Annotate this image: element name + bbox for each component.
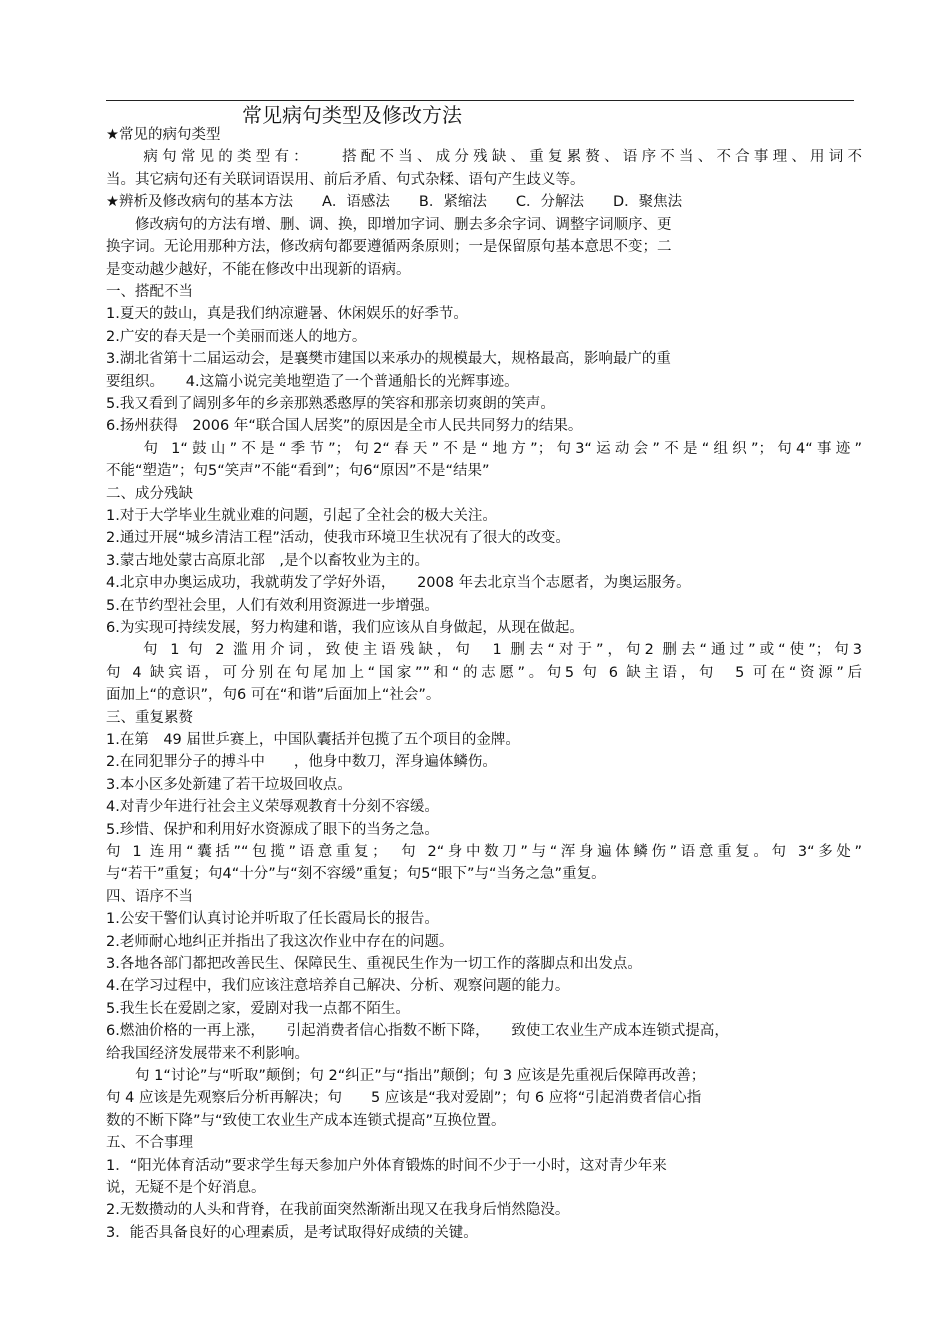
explanation-line: 不能“塑造”；句5“笑声”不能“看到”；句6“原因”不是“结果” [106,463,490,479]
example-sentence: 4.在学习过程中，我们应该注意培养自己解决、分析、观察问题的能力。 [106,978,570,994]
example-sentence: 4.对青少年进行社会主义荣辱观教育十分刻不容缓。 [106,799,439,815]
example-sentence: 3．能否具备良好的心理素质，是考试取得好成绩的关键。 [106,1225,478,1241]
example-sentence: 3.本小区多处新建了若干垃圾回收点。 [106,777,352,793]
header-rule [106,100,854,101]
explanation-line: 数的不断下降”与“致使工农业生产成本连锁式提高”互换位置。 [106,1113,506,1129]
example-sentence: 1.夏天的鼓山，真是我们纳凉避暑、休闲娱乐的好季节。 [106,306,468,322]
example-sentence: 2.在同犯罪分子的搏斗中 ，他身中数刀，浑身遍体鳞伤。 [106,754,497,770]
example-sentence: 2.无数攒动的人头和背脊，在我前面突然渐渐出现又在我身后悄然隐没。 [106,1202,570,1218]
example-sentence: 要组织。 4.这篇小说完美地塑造了一个普通船长的光辉事迹。 [106,374,519,390]
explanation-line: 句 1“鼓山”不是“季节”；句2“春天”不是“地方”；句3“运动会”不是“组织”；句4“事迹” [106,441,862,457]
example-sentence: 6.燃油价格的一再上涨， 引起消费者信心指数不断下降， 致使工农业生产成本连锁式提高， [106,1023,729,1039]
paragraph-line: 是变动越少越好，不能在修改中出现新的语病。 [106,262,411,278]
section-heading: 五、不合事理 [106,1135,193,1151]
example-sentence: 1.对于大学毕业生就业难的问题，引起了全社会的极大关注。 [106,508,497,524]
section-heading: 一、搭配不当 [106,284,193,300]
example-sentence: 5.在节约型社会里，人们有效利用资源进一步增强。 [106,598,439,614]
explanation-line: 句 1“讨论”与“听取”颠倒；句 2“纠正”与“指出”颠倒；句 3 应该是先重视后保障再改善； [106,1068,706,1084]
explanation-line: 句 1 连用“囊括”“包揽”语意重复； 句 2“身中数刀”与“浑身遍体鳞伤”语意重复。句 3“多处” [106,844,862,860]
example-sentence: 说，无疑不是个好消息。 [106,1180,266,1196]
example-sentence: 3.各地各部门都把改善民生、保障民生、重视民生作为一切工作的落脚点和出发点。 [106,956,642,972]
section-heading: ★辨析及修改病句的基本方法 A．语感法 B．紧缩法 C．分解法 D．聚焦法 [106,194,683,210]
paragraph-line: 当。其它病句还有关联词语误用、前后矛盾、句式杂糅、语句产生歧义等。 [106,172,585,188]
example-sentence: 3.湖北省第十二届运动会，是襄樊市建国以来承办的规模最大，规格最高，影响最广的重 [106,351,671,367]
explanation-line: 句 1 句 2 滥用介词，致使主语残缺，句 1 删去“对于”，句2 删去“通过”或“使”；句3 [106,642,862,658]
example-sentence: 1.公安干警们认真讨论并听取了任长霞局长的报告。 [106,911,439,927]
section-heading: 三、重复累赘 [106,710,193,726]
section-heading: 二、成分残缺 [106,486,193,502]
example-sentence: 1．“阳光体育活动”要求学生每天参加户外体育锻炼的时间不少于一小时，这对青少年来 [106,1158,667,1174]
paragraph-line: 换字词。无论用那种方法，修改病句都要遵循两条原则；一是保留原句基本意思不变；二 [106,239,672,255]
example-sentence: 3.蒙古地处蒙古高原北部 ,是个以畜牧业为主的。 [106,553,429,569]
paragraph-line: 修改病句的方法有增、删、调、换，即增加字词、删去多余字词、调整字词顺序、更 [106,217,672,233]
explanation-line: 面加上“的意识”，句6 可在“和谐”后面加上“社会”。 [106,687,441,703]
example-sentence: 2.通过开展“城乡清洁工程”活动，使我市环境卫生状况有了很大的改变。 [106,530,570,546]
example-sentence: 2.老师耐心地纠正并指出了我这次作业中存在的问题。 [106,934,454,950]
explanation-line: 句 4 应该是先观察后分析再解决；句 5 应该是“我对爱剧”；句 6 应将“引起消费者信心指 [106,1090,702,1106]
example-sentence: 5.珍惜、保护和利用好水资源成了眼下的当务之急。 [106,822,439,838]
example-sentence: 2.广安的春天是一个美丽而迷人的地方。 [106,329,367,345]
example-sentence: 给我国经济发展带来不利影响。 [106,1046,309,1062]
explanation-line: 句 4 缺宾语，可分别在句尾加上“国家””和“的志愿”。句5 句 6 缺主语，句 5 可在“资源”后 [106,665,862,681]
section-heading: 四、语序不当 [106,889,193,905]
page-title: 常见病句类型及修改方法 [242,103,462,127]
example-sentence: 1.在第 49 届世乒赛上，中国队囊括并包揽了五个项目的金牌。 [106,732,520,748]
example-sentence: 4.北京申办奥运成功，我就萌发了学好外语， 2008 年去北京当个志愿者，为奥运服务。 [106,575,691,591]
explanation-line: 与“若干”重复；句4“十分”与“刻不容缓”重复；句5“眼下”与“当务之急”重复。 [106,866,606,882]
example-sentence: 5.我又看到了阔别多年的乡亲那熟悉憨厚的笑容和那亲切爽朗的笑声。 [106,396,555,412]
example-sentence: 6.扬州获得 2006 年“联合国人居奖”的原因是全市人民共同努力的结果。 [106,418,583,434]
example-sentence: 5.我生长在爱剧之家，爱剧对我一点都不陌生。 [106,1001,410,1017]
example-sentence: 6.为实现可持续发展，努力构建和谐，我们应该从自身做起，从现在做起。 [106,620,584,636]
section-heading: ★常见的病句类型 [106,127,221,143]
paragraph-line: 病句常见的类型有： 搭配不当、成分残缺、重复累赘、语序不当、不合事理、用词不 [106,149,862,165]
